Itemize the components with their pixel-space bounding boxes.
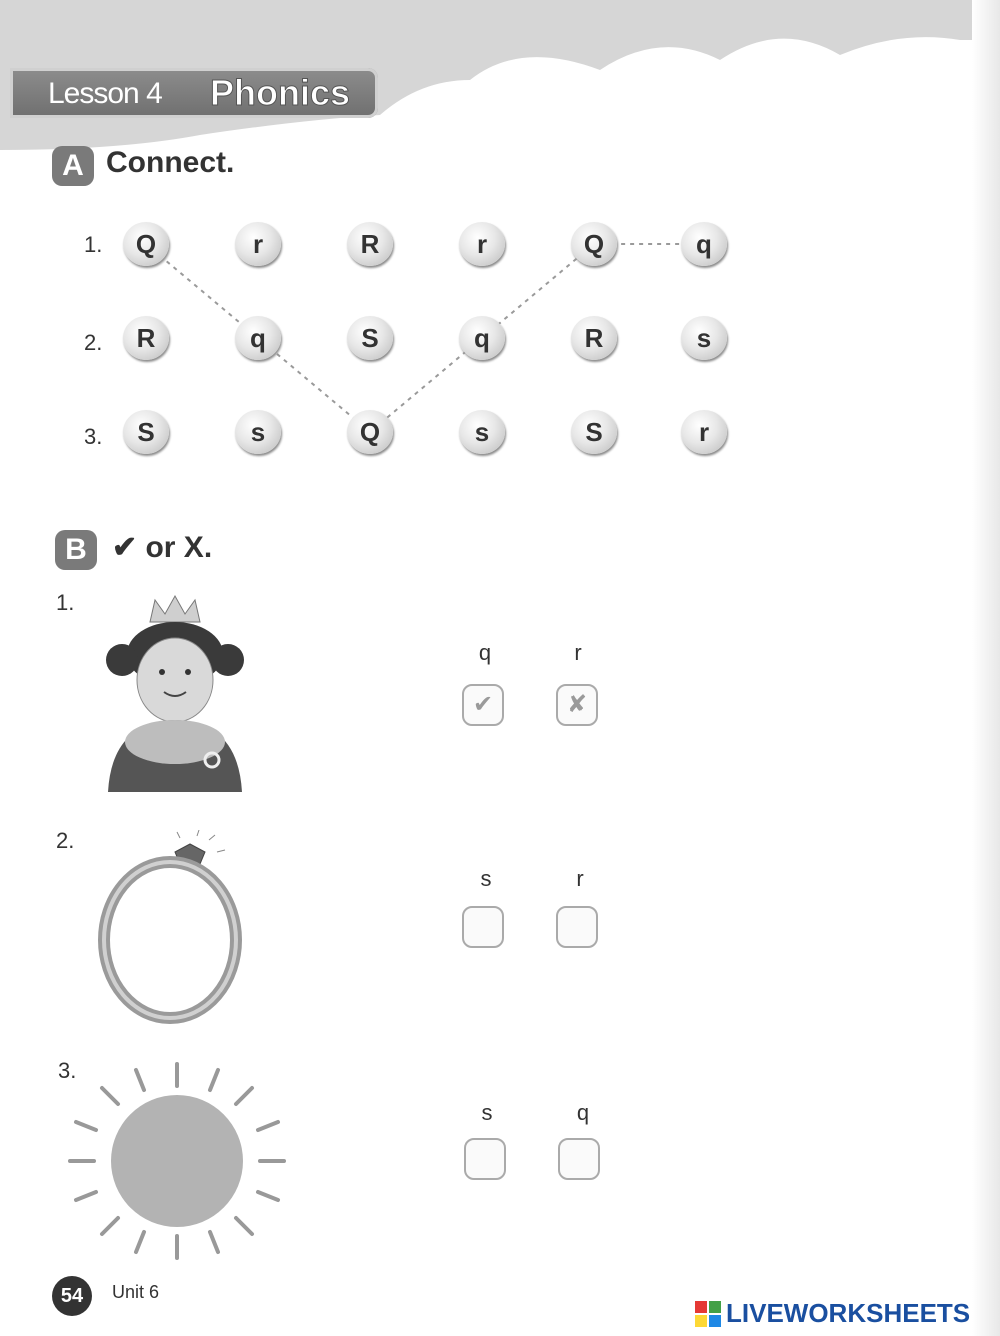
queen-picture bbox=[100, 592, 250, 792]
page-edge-shadow bbox=[972, 0, 1000, 1336]
option-letter: s bbox=[481, 1100, 493, 1125]
ring-picture bbox=[95, 830, 255, 1030]
unit-label: Unit 6 bbox=[112, 1282, 160, 1302]
option-letter: r bbox=[576, 866, 584, 891]
option-letter: r bbox=[574, 640, 582, 665]
row-number: 1. bbox=[84, 232, 103, 257]
letter-bead[interactable]: R bbox=[347, 222, 393, 266]
answer-box[interactable] bbox=[556, 906, 598, 948]
row-number: 3. bbox=[84, 424, 103, 449]
letter-bead[interactable]: Q bbox=[571, 222, 617, 266]
page-title: Phonics bbox=[210, 72, 351, 113]
answer-box[interactable] bbox=[462, 906, 504, 948]
letter-bead[interactable]: R bbox=[571, 316, 617, 360]
brand-watermark: LIVEWORKSHEETS bbox=[726, 1298, 971, 1328]
letter-bead[interactable]: s bbox=[459, 410, 505, 454]
letter-bead[interactable]: s bbox=[681, 316, 727, 360]
item-number: 1. bbox=[56, 590, 75, 615]
answer-box[interactable] bbox=[464, 1138, 506, 1180]
section-b-badge: B bbox=[55, 530, 97, 570]
letter-bead[interactable]: Q bbox=[347, 410, 393, 454]
row-number: 2. bbox=[84, 330, 103, 355]
lesson-label: Lesson 4 bbox=[48, 77, 162, 110]
section-a-badge: A bbox=[52, 146, 94, 186]
item-number: 3. bbox=[58, 1058, 77, 1083]
letter-bead[interactable]: r bbox=[459, 222, 505, 266]
letter-bead[interactable]: S bbox=[347, 316, 393, 360]
section-a-title: Connect. bbox=[106, 146, 235, 179]
letter-bead[interactable]: r bbox=[235, 222, 281, 266]
section-b-title: ✔ or X. bbox=[112, 531, 213, 564]
letter-bead[interactable]: Q bbox=[123, 222, 169, 266]
page-number: 54 bbox=[52, 1276, 92, 1316]
letter-bead[interactable]: q bbox=[681, 222, 727, 266]
answer-box[interactable]: ✔ bbox=[462, 684, 504, 726]
option-letter: q bbox=[478, 640, 492, 665]
sun-picture bbox=[66, 1060, 288, 1262]
option-letter: s bbox=[480, 866, 492, 891]
letter-bead[interactable]: R bbox=[123, 316, 169, 360]
item-number: 2. bbox=[56, 828, 75, 853]
letter-bead[interactable]: S bbox=[123, 410, 169, 454]
option-letter: q bbox=[576, 1100, 590, 1125]
letter-bead[interactable]: S bbox=[571, 410, 617, 454]
answer-box[interactable] bbox=[558, 1138, 600, 1180]
answer-box[interactable]: ✘ bbox=[556, 684, 598, 726]
liveworksheets-logo-icon bbox=[695, 1301, 721, 1327]
letter-bead[interactable]: s bbox=[235, 410, 281, 454]
letter-bead[interactable]: r bbox=[681, 410, 727, 454]
letter-bead[interactable]: q bbox=[459, 316, 505, 360]
letter-bead[interactable]: q bbox=[235, 316, 281, 360]
